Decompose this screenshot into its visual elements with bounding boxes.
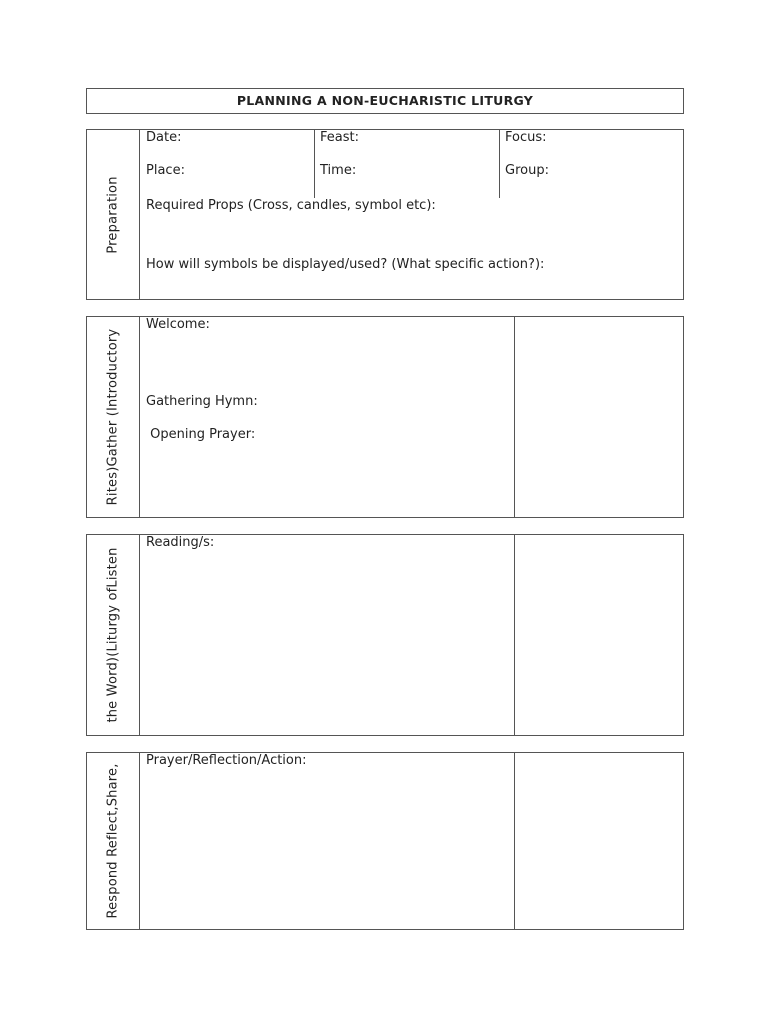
- required-props-field[interactable]: Required Props (Cross, candles, symbol etc):: [146, 198, 436, 213]
- symbols-field[interactable]: How will symbols be displayed/used? (What specific action?):: [146, 257, 545, 272]
- preparation-divider: [139, 130, 140, 299]
- time-field[interactable]: Time:: [320, 163, 357, 178]
- focus-field[interactable]: Focus:: [505, 130, 547, 145]
- group-field[interactable]: Group:: [505, 163, 549, 178]
- feast-focus-divider: [499, 130, 500, 198]
- gather-section: [86, 316, 684, 518]
- preparation-label-text: Preparation: [105, 175, 121, 254]
- date-feast-divider: [314, 130, 315, 198]
- gather-label-text: Rites)Gather (Introductory: [105, 328, 121, 506]
- respond-label-text: Respond Reflect,Share,: [105, 763, 121, 919]
- preparation-side-label: [87, 130, 139, 299]
- respond-divider: [139, 753, 140, 929]
- respond-side-label: [87, 753, 139, 929]
- gather-divider: [139, 317, 140, 517]
- listen-section: [86, 534, 684, 736]
- gather-notes-divider: [514, 317, 515, 517]
- page-title: PLANNING A NON-EUCHARISTIC LITURGY: [86, 88, 684, 114]
- place-field[interactable]: Place:: [146, 163, 185, 178]
- date-field[interactable]: Date:: [146, 130, 182, 145]
- prayer-reflection-action-field[interactable]: Prayer/Reflection/Action:: [146, 753, 307, 768]
- listen-label-text: the Word)(Liturgy ofListen: [105, 547, 121, 723]
- welcome-field[interactable]: Welcome:: [146, 317, 210, 332]
- listen-divider: [139, 535, 140, 735]
- gathering-hymn-field[interactable]: Gathering Hymn:: [146, 394, 258, 409]
- listen-notes-divider: [514, 535, 515, 735]
- readings-field[interactable]: Reading/s:: [146, 535, 215, 550]
- respond-notes-divider: [514, 753, 515, 929]
- listen-side-label: [87, 535, 139, 735]
- feast-field[interactable]: Feast:: [320, 130, 359, 145]
- opening-prayer-field[interactable]: Opening Prayer:: [146, 427, 256, 442]
- respond-section: [86, 752, 684, 930]
- gather-side-label: [87, 317, 139, 517]
- preparation-section: [86, 129, 684, 300]
